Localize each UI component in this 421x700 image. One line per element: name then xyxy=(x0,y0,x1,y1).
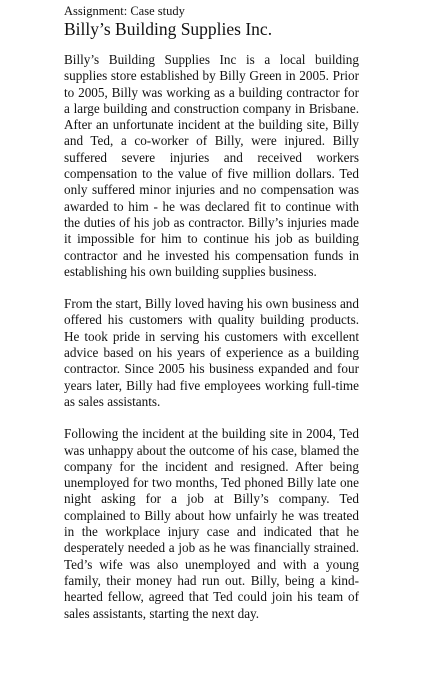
paragraph-business-growth: From the start, Billy loved having his own business and offered his customers with quality building products. He took pride in serving his customers with excellent advice based on his years of experience as a building contractor. Since 2005 his business expanded and four years later, Billy had five employees working full-time as sales assistants. xyxy=(64,296,359,409)
case-study-body xyxy=(64,52,359,622)
paragraph-ted-hiring: Following the incident at the building site in 2004, Ted was unhappy about the outcome of his case, blamed the company for the incident and resigned. After being unemployed for two months, Ted phoned Billy late one night asking for a job at Billy’s company. Ted complained to Billy about how unfairly he was treated in the workplace injury case and indicated that he desperately needed a job as he was financially strained. Ted’s wife was also unemployed and with a young family, their money had run out. Billy, being a kind-hearted fellow, agreed that Ted could join his team of sales assistants, starting the next day. xyxy=(64,426,359,621)
assignment-label: Assignment: Case study xyxy=(64,4,185,18)
paragraph-background: Billy’s Building Supplies Inc is a local building supplies store established by Billy Green in 2005. Prior to 2005, Billy was working as a building contractor for a large building and construction company in Brisbane. After an unfortunate incident at the building site, Billy and Ted, a co-worker of Billy, were injured. Billy suffered severe injuries and received workers compensation to the value of five million dollars. Ted only suffered minor injuries and no compensation was awarded to him - he was declared fit to continue with the duties of his job as contractor. Billy’s injuries made it impossible for him to continue his job as building contractor and he invested his compensation funds in establishing his own building supplies business. xyxy=(64,52,359,279)
document-title: Billy’s Building Supplies Inc. xyxy=(64,19,273,39)
